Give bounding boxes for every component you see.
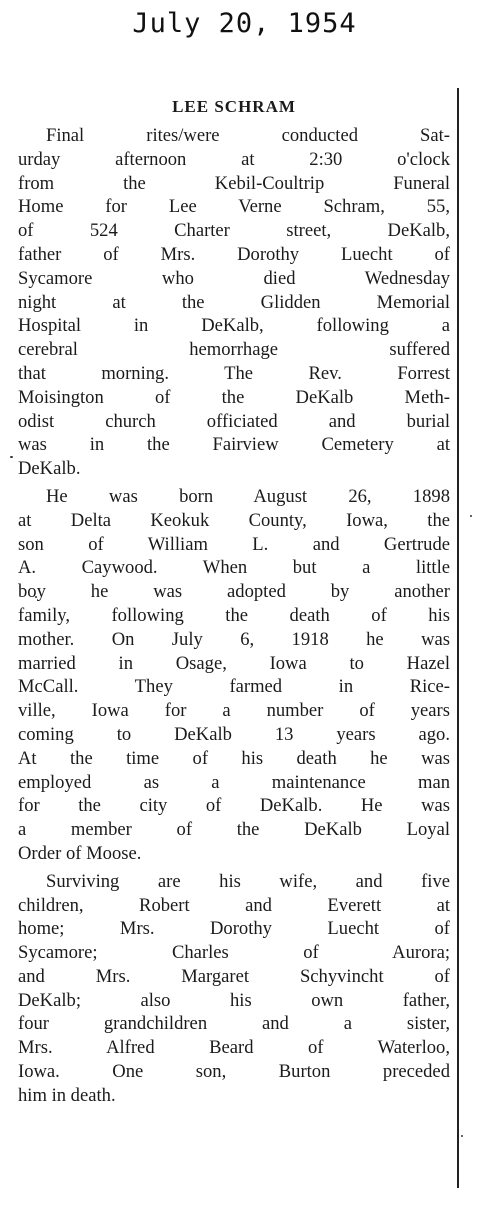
paragraph-survivors xyxy=(18,870,450,1108)
text-line: cerebral hemorrhage suffered xyxy=(18,339,450,361)
text-line: boy he was adopted by another xyxy=(18,581,450,603)
paragraph-biography xyxy=(18,485,450,866)
text-line: father of Mrs. Dorothy Luecht of xyxy=(18,243,450,265)
text-line: He was born August 26, 1898 xyxy=(46,485,450,507)
text-line: odist church officiated and burial xyxy=(18,410,450,432)
text-line: McCall. They farmed in Rice- xyxy=(18,676,450,698)
text-line: him in death. xyxy=(18,1084,116,1106)
text-line: that morning. The Rev. Forrest xyxy=(18,362,450,384)
text-line: from the Kebil-Coultrip Funeral xyxy=(18,172,450,194)
text-line: Final rites/were conducted Sat- xyxy=(46,125,450,146)
text-line: ville, Iowa for a number of years xyxy=(18,700,450,722)
column-rule xyxy=(457,88,459,1188)
text-line: Sycamore who died Wednesday xyxy=(18,267,450,289)
text-line: Iowa. One son, Burton preceded xyxy=(18,1061,450,1083)
text-line: At the time of his death he was xyxy=(18,747,450,769)
text-line: night at the Glidden Memorial xyxy=(18,291,450,313)
text-line: four grandchildren and a sister, xyxy=(18,1013,450,1035)
text-line: of 524 Charter street, DeKalb, xyxy=(18,220,450,242)
speck-1 xyxy=(10,456,13,458)
text-line: Home for Lee Verne Schram, 55, xyxy=(18,196,450,218)
text-line: Sycamore; Charles of Aurora; xyxy=(18,942,450,964)
text-line: family, following the death of his xyxy=(18,604,450,626)
text-line: home; Mrs. Dorothy Luecht of xyxy=(18,918,450,940)
text-line: employed as a maintenance man xyxy=(18,771,450,793)
text-line: Order of Moose. xyxy=(18,842,142,864)
text-line: Hospital in DeKalb, following a xyxy=(18,315,450,337)
text-line: at Delta Keokuk County, Iowa, the xyxy=(18,509,450,531)
text-line: mother. On July 6, 1918 he was xyxy=(18,628,450,650)
paragraph-services xyxy=(18,124,450,481)
speck-2 xyxy=(470,515,472,517)
clipping-date: July 20, 1954 xyxy=(132,8,357,39)
text-line: DeKalb; also his own father, xyxy=(18,989,450,1011)
text-line: urday afternoon at 2:30 o'clock xyxy=(18,148,450,170)
text-line: coming to DeKalb 13 years ago. xyxy=(18,723,450,745)
text-line: for the city of DeKalb. He was xyxy=(18,795,450,817)
text-line: son of William L. and Gertrude xyxy=(18,533,450,555)
text-line: and Mrs. Margaret Schyvincht of xyxy=(18,965,450,987)
text-line: was in the Fairview Cemetery at xyxy=(18,434,450,456)
text-line: Mrs. Alfred Beard of Waterloo, xyxy=(18,1037,450,1059)
text-line: Moisington of the DeKalb Meth- xyxy=(18,386,450,408)
speck-4 xyxy=(461,1135,463,1137)
obituary-headline: LEE SCHRAM xyxy=(172,97,296,116)
obituary-clipping xyxy=(18,96,450,1108)
text-line: A. Caywood. When but a little xyxy=(18,557,450,579)
text-line: a member of the DeKalb Loyal xyxy=(18,819,450,841)
text-line: married in Osage, Iowa to Hazel xyxy=(18,652,450,674)
text-line: children, Robert and Everett at xyxy=(18,894,450,916)
text-line: Surviving are his wife, and five xyxy=(46,870,450,892)
text-line: DeKalb. xyxy=(18,458,81,480)
